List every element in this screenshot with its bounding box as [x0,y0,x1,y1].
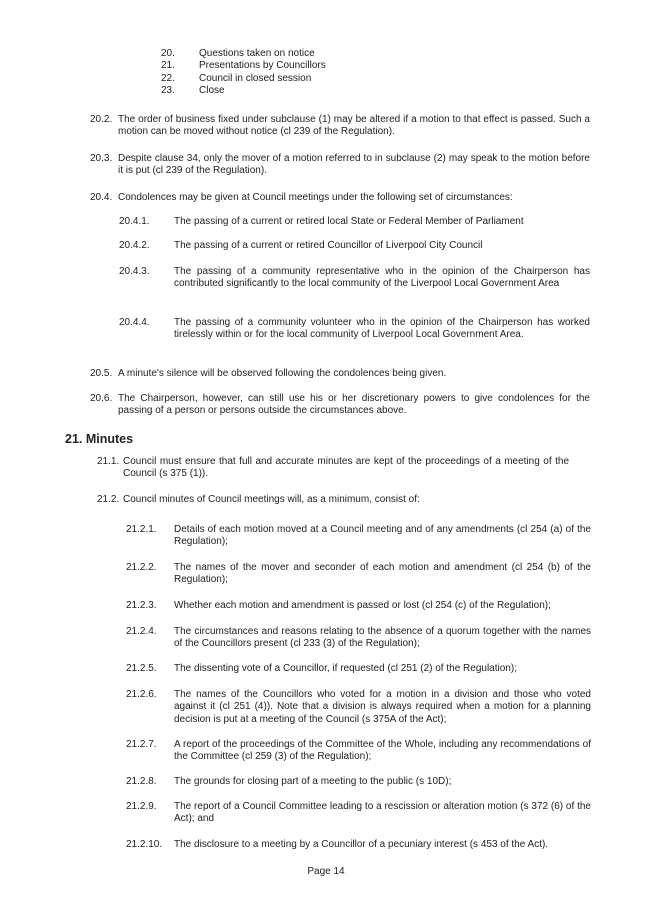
clause-text: The passing of a current or retired local State or Federal Member of Parliament [174,216,524,227]
clause-20-4 [90,192,590,204]
clause-20-3 [90,153,590,178]
clause-text: The order of business fixed under subclause (1) may be altered if a motion to that effect is passed. Such a motion can be moved without notice (cl 239 of the Regulation). [118,114,590,138]
section-heading: 21. Minutes [65,432,134,446]
clause-number: 21.2.8. [126,776,157,787]
clause-number: 21.2.1. [126,524,157,535]
clause-21-2-9 [126,801,591,826]
clause-text: The disclosure to a meeting by a Councillor of a pecuniary interest (s 453 of the Act). [174,839,549,850]
clause-number: 21.1. [97,456,120,467]
clause-20-2 [90,114,590,139]
list-item-number: 20. [161,48,175,59]
list-item-text: Council in closed session [199,72,312,84]
clause-number: 20.4.1. [119,216,150,227]
clause-21-2 [97,494,569,506]
clause-number: 21.2.10. [126,839,163,850]
clause-21-1 [97,456,569,481]
clause-21-2-2 [126,562,591,587]
list-item-text: Questions taken on notice [199,48,315,59]
list-item-number: 22. [161,72,175,84]
clause-21-2-4 [126,626,591,651]
clause-number: 21.2.4. [126,626,157,637]
clause-21-2-8 [126,776,591,788]
clause-text: A report of the proceedings of the Committee of the Whole, including any recommendations of the Committee (cl 259 (3) of the Regulation); [174,739,591,763]
clause-21-2-6 [126,689,591,726]
clause-text: The names of the mover and seconder of each motion and amendment (cl 254 (b) of the Regulation); [174,562,591,586]
clause-text: Details of each motion moved at a Council meeting and of any amendments (cl 254 (a) of the Regulation); [174,524,591,548]
clause-20-4-2 [119,240,590,252]
clause-text: The names of the Councillors who voted for a motion in a division and those who voted against it (cl 251 (4)). Note that a division is always required when a motion for a planning decision is put at a meeting of the Council (s 375A of the Act); [174,689,591,725]
clause-20-6 [90,393,590,418]
clause-21-2-5 [126,663,591,675]
clause-20-4-4 [119,317,590,342]
list-item-text: Close [199,85,225,97]
list-item [161,48,326,60]
clause-number: 20.6. [90,393,113,404]
clause-number: 20.4.2. [119,240,150,251]
clause-20-5 [90,368,590,380]
clause-text: The Chairperson, however, can still use his or her discretionary powers to give condolences for the passing of a person or persons outside the circumstances above. [118,393,590,417]
clause-text: A minute's silence will be observed following the condolences being given. [118,368,447,379]
clause-21-2-1 [126,524,591,549]
clause-text: Whether each motion and amendment is passed or lost (cl 254 (c) of the Regulation); [174,600,551,611]
order-of-business-list [161,48,326,98]
clause-text: The passing of a community representative who in the opinion of the Chairperson has contributed significantly to the local community of the Liverpool Local Government Area [174,266,590,290]
clause-20-4-3 [119,266,590,291]
clause-number: 20.4.4. [119,317,150,328]
clause-text: Council must ensure that full and accurate minutes are kept of the proceedings of a meeting of the Council (s 375 (1)). [123,456,569,480]
clause-text: Council minutes of Council meetings will, as a minimum, consist of: [123,494,420,505]
clause-number: 21.2.6. [126,689,157,700]
clause-number: 21.2.3. [126,600,157,611]
clause-number: 20.4.3. [119,266,150,277]
list-item-text: Presentations by Councillors [199,60,326,72]
clause-number: 20.5. [90,368,113,379]
clause-number: 21.2.5. [126,663,157,674]
clause-number: 21.2.7. [126,739,157,750]
clause-text: The circumstances and reasons relating to the absence of a quorum together with the names of the Councillors present (cl 233 (3) of the Regulation); [174,626,591,650]
clause-text: The dissenting vote of a Councillor, if requested (cl 251 (2) of the Regulation); [174,663,517,674]
clause-text: The passing of a current or retired Councillor of Liverpool City Council [174,240,483,251]
clause-number: 20.3. [90,153,113,164]
clause-number: 21.2.9. [126,801,157,812]
clause-text: Condolences may be given at Council meetings under the following set of circumstances: [118,192,513,203]
clause-text: Despite clause 34, only the mover of a motion referred to in subclause (2) may speak to the motion before it is put (cl 239 of the Regulation). [118,153,590,177]
clause-text: The report of a Council Committee leading to a rescission or alteration motion (s 372 (6) of the Act); and [174,801,591,825]
clause-number: 21.2.2. [126,562,157,573]
page-number: Page 14 [307,866,345,877]
clause-21-2-3 [126,600,591,612]
list-item [161,60,326,72]
clause-text: The passing of a community volunteer who in the opinion of the Chairperson has worked tirelessly within or for the local community of Liverpool Local Government Area. [174,317,590,341]
clause-20-4-1 [119,216,590,228]
clause-21-2-10 [126,839,591,851]
list-item-number: 21. [161,60,175,72]
clause-text: The grounds for closing part of a meeting to the public (s 10D); [174,776,452,787]
list-item [161,73,326,85]
clause-21-2-7 [126,739,591,764]
list-item-number: 23. [161,85,175,97]
clause-number: 21.2. [97,494,120,505]
list-item [161,85,326,97]
clause-number: 20.2. [90,114,113,125]
clause-number: 20.4. [90,192,113,203]
